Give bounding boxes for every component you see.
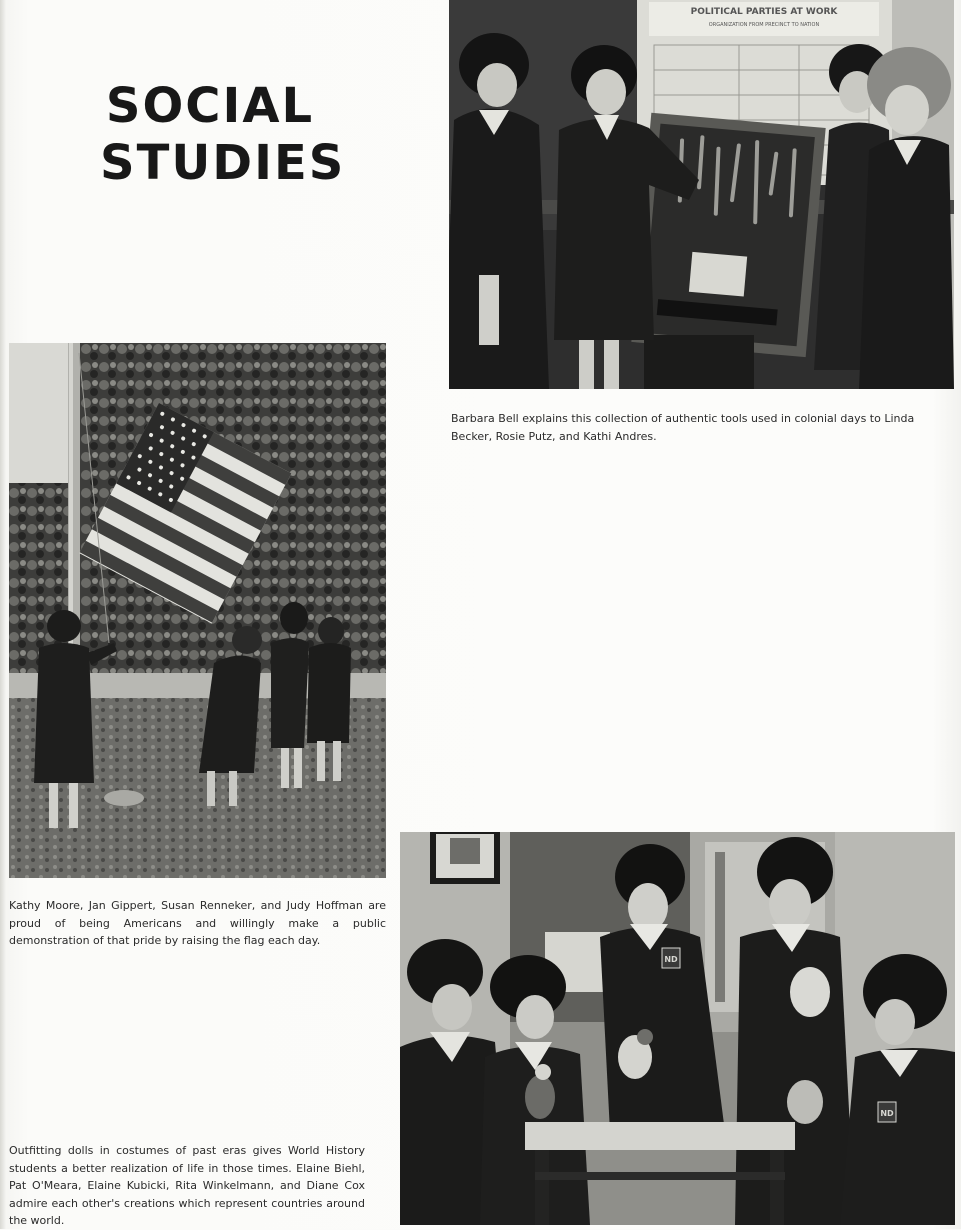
photo-colonial-tools-image (449, 0, 954, 389)
school-badge-2: ND (880, 1109, 894, 1118)
caption-costume-dolls: Outfitting dolls in costumes of past eras gives World History students a better realization of life in those times. Elaine Biehl, Pat O'Meara, Elaine Kubicki, Rita Winkelmann, and Diane Cox admire each other's creations which represent countries around the world. (9, 1144, 365, 1227)
photo-costume-dolls-image (400, 832, 955, 1225)
caption-flag-raising: Kathy Moore, Jan Gippert, Susan Renneker, and Judy Hoffman are proud of being Americans and willingly make a public demonstration of that pride by raising the flag each day. (9, 899, 386, 947)
poster-heading: POLITICAL PARTIES AT WORK (690, 7, 838, 17)
photo-costume-dolls (400, 832, 955, 1225)
page-binding-shadow (0, 0, 6, 1229)
page-title (100, 78, 346, 192)
photo-flag-raising-image (9, 343, 386, 878)
poster-subheading: ORGANIZATION FROM PRECINCT TO NATION (708, 22, 820, 28)
photo-colonial-tools (449, 0, 954, 389)
page-title-line-2: STUDIES (100, 135, 346, 191)
caption-colonial-tools: Barbara Bell explains this collection of authentic tools used in colonial days to Linda Becker, Rosie Putz, and Kathi Andres. (451, 412, 915, 443)
photo-flag-raising (9, 343, 386, 878)
page-title-line-1: SOCIAL (105, 78, 315, 134)
school-badge-1: ND (664, 955, 678, 964)
